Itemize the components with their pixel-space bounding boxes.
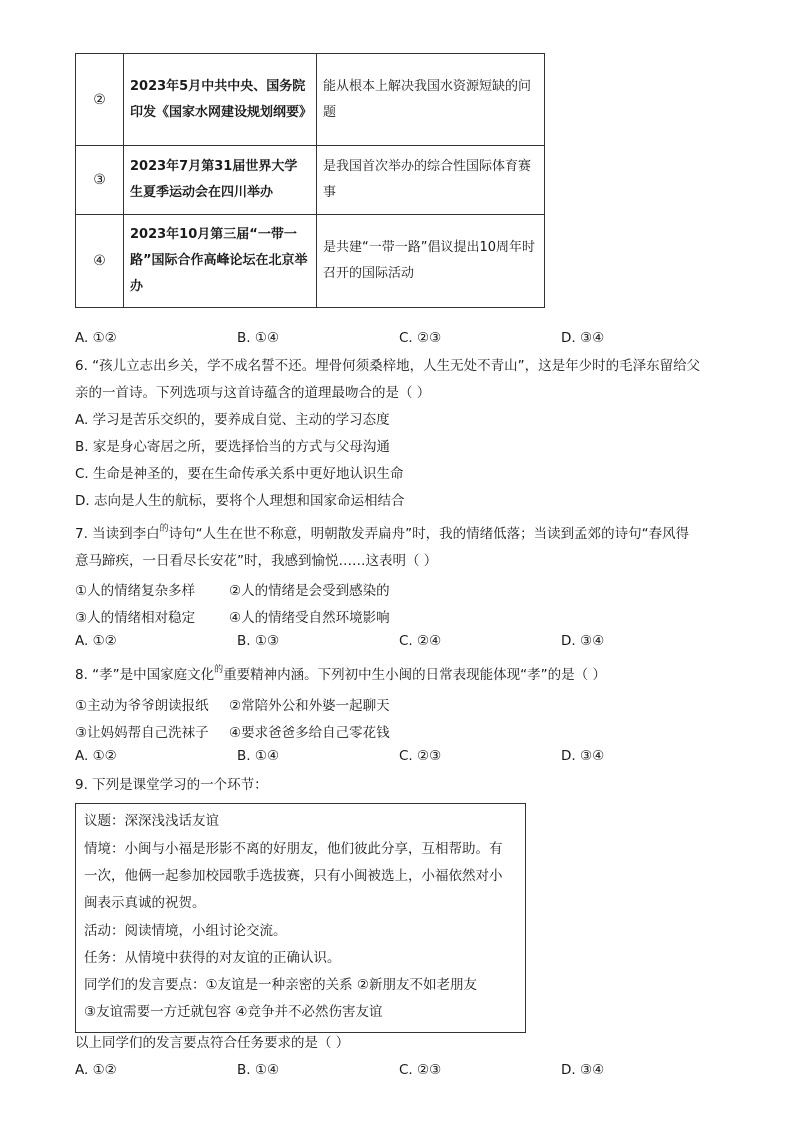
events-table (75, 53, 545, 308)
q7-item-3: ③人的情绪相对稳定 (75, 610, 196, 626)
option-a[interactable]: A. ①② (75, 633, 117, 649)
row-number: ② (76, 54, 124, 146)
row-description: 是我国首次举办的综合性国际体育赛事 (317, 146, 545, 215)
q8-stem-part-a: 8. “孝”是中国家庭文化 (75, 667, 215, 683)
option-c[interactable]: C. ②③ (399, 748, 442, 764)
q8-stem-line1 (75, 666, 606, 686)
q8-superscript: 的 (214, 665, 224, 675)
q7-options (75, 633, 635, 651)
q6-option-c[interactable]: C. 生命是神圣的，要在生命传承关系中更好地认识生命 (75, 466, 404, 482)
row-description: 能从根本上解决我国水资源短缺的问题 (317, 54, 545, 146)
q6-stem-line2: 亲的一首诗。下列选项与这首诗蕴含的道理最吻合的是（ ） (75, 385, 431, 401)
option-d[interactable]: D. ③④ (561, 633, 605, 649)
row-event: 2023年5月中共中央、国务院印发《国家水网建设规划纲要》 (124, 54, 317, 146)
q6-option-a[interactable]: A. 学习是苦乐交织的，要养成自觉、主动的学习态度 (75, 412, 390, 428)
row-number: ④ (76, 215, 124, 308)
option-c[interactable]: C. ②③ (399, 330, 442, 346)
q6-stem-line1: 6. “孩儿立志出乡关，学不成名誓不还。埋骨何须桑梓地，人生无处不青山”，这是年少时的毛泽东留给父 (75, 358, 701, 374)
box-situation-line2: 一次，他俩一起参加校园歌手选拔赛，只有小闽被选上，小福依然对小 (84, 868, 503, 884)
q8-item-3: ③让妈妈帮自己洗袜子 (75, 725, 209, 741)
q8-item-1: ①主动为爷爷朗读报纸 (75, 698, 209, 714)
row-number: ③ (76, 146, 124, 215)
q8-item-2: ②常陪外公和外婆一起聊天 (229, 698, 390, 714)
q8-options (75, 748, 635, 766)
row-event: 2023年7月第31届世界大学生夏季运动会在四川举办 (124, 146, 317, 215)
q7-superscript: 的 (159, 524, 169, 534)
box-points-line1: 同学们的发言要点：①友谊是一种亲密的关系 ②新朋友不如老朋友 (84, 977, 477, 993)
option-b[interactable]: B. ①③ (237, 633, 280, 649)
option-c[interactable]: C. ②③ (399, 1062, 442, 1078)
table-row (76, 215, 545, 308)
q6-option-b[interactable]: B. 家是身心寄居之所，要选择恰当的方式与父母沟通 (75, 439, 390, 455)
box-situation-line1: 情境：小闽与小福是形影不离的好朋友，他们彼此分享，互相帮助。有 (84, 841, 503, 857)
option-b[interactable]: B. ①④ (237, 330, 280, 346)
q5-options (75, 330, 635, 348)
option-d[interactable]: D. ③④ (561, 330, 605, 346)
option-a[interactable]: A. ①② (75, 330, 117, 346)
row-event: 2023年10月第三届“一带一路”国际合作高峰论坛在北京举办 (124, 215, 317, 308)
option-b[interactable]: B. ①④ (237, 1062, 280, 1078)
box-points-line2: ③友谊需要一方迁就包容 ④竞争并不必然伤害友谊 (84, 1004, 383, 1020)
q9-question: 以上同学们的发言要点符合任务要求的是（ ） (75, 1035, 350, 1051)
option-d[interactable]: D. ③④ (561, 1062, 605, 1078)
box-situation-line3: 闽表示真诚的祝贺。 (84, 895, 206, 911)
q7-item-4: ④人的情绪受自然环境影响 (229, 610, 390, 626)
q9-options (75, 1062, 635, 1080)
option-a[interactable]: A. ①② (75, 1062, 117, 1078)
table-row (76, 146, 545, 215)
option-a[interactable]: A. ①② (75, 748, 117, 764)
box-topic: 议题：深深浅浅话友谊 (84, 813, 219, 829)
option-c[interactable]: C. ②④ (399, 633, 442, 649)
box-activity: 活动：阅读情境，小组讨论交流。 (84, 923, 287, 939)
q7-stem-line2: 意马蹄疾，一日看尽长安花”时，我感到愉悦……这表明（ ） (75, 553, 438, 569)
option-d[interactable]: D. ③④ (561, 748, 605, 764)
q6-option-d[interactable]: D. 志向是人生的航标，要将个人理想和国家命运相结合 (75, 493, 405, 509)
q7-item-2: ②人的情绪是会受到感染的 (229, 583, 390, 599)
q8-item-4: ④要求爸爸多给自己零花钱 (229, 725, 390, 741)
q7-item-1: ①人的情绪复杂多样 (75, 583, 196, 599)
q9-intro: 9. 下列是课堂学习的一个环节： (75, 777, 268, 793)
row-description: 是共建“一带一路”倡议提出10周年时召开的国际活动 (317, 215, 545, 308)
box-task: 任务：从情境中获得的对友谊的正确认识。 (84, 950, 341, 966)
option-b[interactable]: B. ①④ (237, 748, 280, 764)
q9-lesson-box (75, 803, 526, 1033)
q7-stem-line1 (75, 525, 689, 545)
q8-stem-part-b: 重要精神内涵。下列初中生小闽的日常表现能体现“孝”的是（ ） (223, 667, 606, 683)
q7-stem-part-b: 诗句“人生在世不称意，明朝散发弄扁舟”时，我的情绪低落；当读到孟郊的诗句“春风得 (168, 526, 690, 542)
table-row (76, 54, 545, 146)
q7-stem-part-a: 7. 当读到李白 (75, 526, 160, 542)
